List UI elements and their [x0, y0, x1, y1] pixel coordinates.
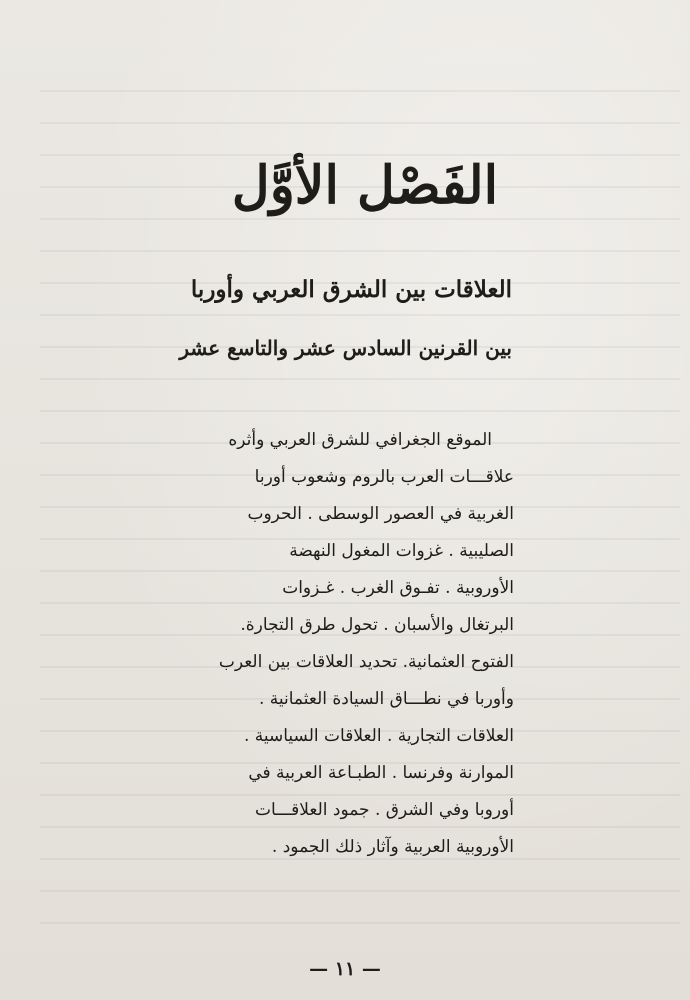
summary-line: علاقـــات العرب بالروم وشعوب أوربا: [254, 467, 514, 487]
summary-line: الفتوح العثمانية. تحديد العلاقات بين العرب: [218, 652, 514, 672]
summary-line: الأوروبية . تفـوق الغرب . غـزوات: [282, 578, 514, 598]
summary-line: الصليبية . غزوات المغول النهضة: [289, 541, 514, 561]
summary-line: البرتغال والأسبان . تحول طرق التجارة.: [240, 615, 514, 635]
chapter-summary: [204, 422, 514, 866]
summary-line: الأوروبية العربية وآثار ذلك الجمود .: [271, 837, 514, 857]
summary-line: العلاقات التجارية . العلاقات السياسية .: [243, 726, 514, 746]
chapter-subtitle-line-1: العلاقات بين الشرق العربي وأوربا: [190, 276, 512, 303]
summary-line: الموقع الجغرافي للشرق العربي وأثره: [228, 430, 492, 450]
chapter-subtitle-line-2: بين القرنين السادس عشر والتاسع عشر: [179, 336, 512, 360]
summary-line: الموارنة وفرنسا . الطبـاعة العربية في: [248, 763, 514, 783]
summary-line: وأوربا في نطـــاق السيادة العثمانية .: [258, 689, 514, 709]
page-number: — ١١ —: [309, 958, 381, 980]
chapter-title: الفَصْل الأوَّل: [231, 155, 499, 216]
summary-line: أوروبا وفي الشرق . جمود العلاقـــات: [254, 800, 514, 820]
summary-line: الغربية في العصور الوسطى . الحروب: [247, 504, 514, 524]
